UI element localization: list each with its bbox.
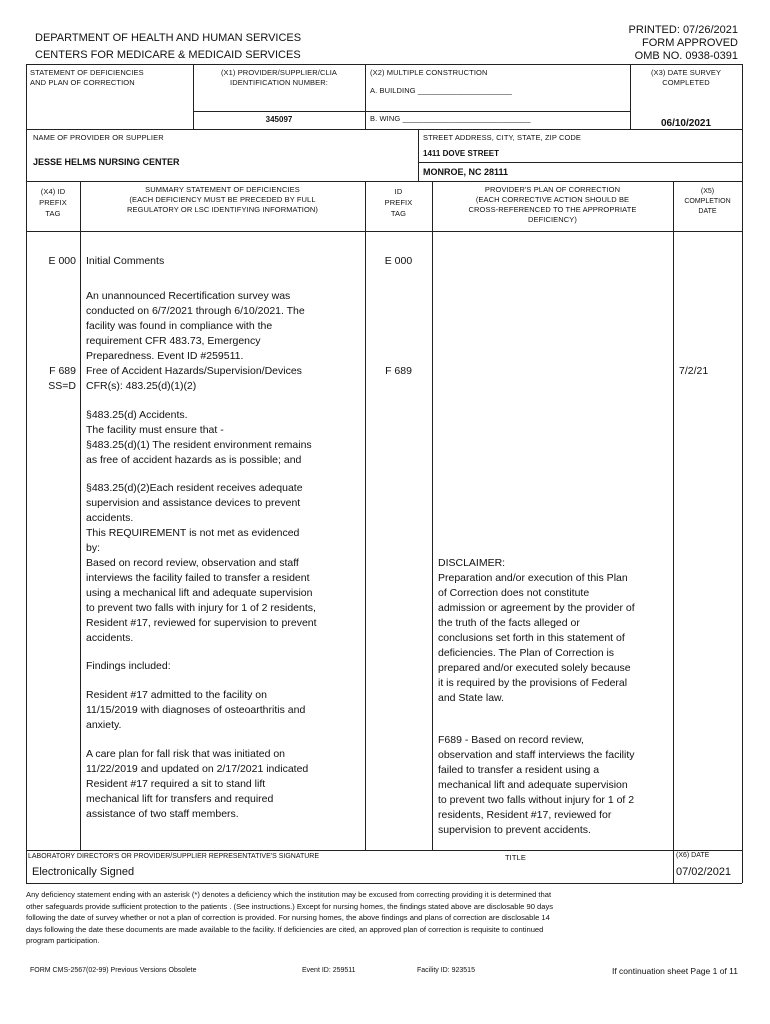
department-name: DEPARTMENT OF HEALTH AND HUMAN SERVICES — [35, 32, 302, 44]
x4-id-prefix-header: (X4) ID PREFIX TAG — [39, 187, 67, 218]
initial-comments-heading: Initial Comments — [86, 255, 165, 267]
divider — [418, 129, 419, 181]
id-prefix-header: ID PREFIX TAG — [384, 187, 413, 218]
frame-row-divider — [26, 231, 742, 232]
frame-row-divider — [26, 883, 742, 884]
tag-f689-left: F 689 — [49, 365, 76, 377]
completion-date-header: (X5) COMPLETION DATE — [684, 188, 731, 215]
divider — [365, 181, 366, 850]
resident-paragraph: Resident #17 admitted to the facility on 11/15/2019 with diagnoses of osteoarthritis and anxiety. — [86, 689, 306, 731]
provider-name-label: NAME OF PROVIDER OR SUPPLIER — [33, 133, 164, 142]
frame-row-divider — [26, 850, 742, 851]
frame-top-line — [26, 64, 742, 65]
signature-value: Electronically Signed — [32, 866, 135, 878]
careplan-paragraph: A care plan for fall risk that was initiated on 11/22/2019 and updated on 2/17/2021 indicated Resident #17 required a sit to stand lift mechanical lift for transfers and required assistance of two staff members. — [86, 748, 309, 820]
agency-name: CENTERS FOR MEDICARE & MEDICAID SERVICES — [35, 49, 301, 61]
frame-right-line — [742, 64, 743, 883]
provider-id-value: 345097 — [265, 115, 293, 124]
divider — [193, 111, 365, 112]
survey-date-label: (X3) DATE SURVEY COMPLETED — [650, 68, 722, 87]
title-label: TITLE — [505, 853, 526, 862]
tag-e000-right: E 000 — [384, 255, 413, 267]
signature-date-value: 07/02/2021 — [676, 866, 732, 878]
disclosure-notice: Any deficiency statement ending with an asterisk (*) denotes a deficiency which the institution may be excused from correcting providing it is determined that other safeguards provide sufficient protection to the patients . (See instructions.) Except for nursing homes, the findings stated above are disclosable 90 days following the date of survey whether or not a plan of correction is provided. For nursing homes, the above findings and plans of correction are disclosable 14 days following the date these documents are made available to the facility. If deficiencies are cited, an approved plan of correction is requisite to continued program participation. — [26, 890, 554, 945]
building-label: A. BUILDING ______________________ — [370, 86, 512, 95]
divider — [365, 111, 630, 112]
summary-statement-header: SUMMARY STATEMENT OF DEFICIENCIES (EACH DEFICIENCY MUST BE PRECEDED BY FULL REGULATORY OR LSC IDENTIFYING INFORMATION) — [126, 185, 319, 214]
accidents-paragraph: §483.25(d) Accidents. The facility must ensure that - §483.25(d)(1) The resident environment remains as free of accident hazards as is possible; and — [86, 409, 312, 466]
statement-of-deficiencies-label: STATEMENT OF DEFICIENCIES AND PLAN OF CORRECTION — [30, 68, 144, 87]
divider — [365, 64, 366, 129]
omb-number: OMB NO. 0938-0391 — [634, 50, 738, 62]
provider-id-label: (X1) PROVIDER/SUPPLIER/CLIA IDENTIFICATION NUMBER: — [220, 68, 338, 87]
divider — [673, 850, 674, 883]
plan-of-correction-header: PROVIDER'S PLAN OF CORRECTION (EACH CORRECTIVE ACTION SHOULD BE CROSS-REFERENCED TO THE APPROPRIATE DEFICIENCY) — [468, 185, 637, 224]
signature-date-label: (X6) DATE — [676, 852, 710, 859]
divider — [80, 181, 81, 850]
printed-date: PRINTED: 07/26/2021 — [628, 24, 738, 36]
address-label: STREET ADDRESS, CITY, STATE, ZIP CODE — [423, 133, 582, 142]
form-id: FORM CMS-2567(02-99) Previous Versions Obsolete — [30, 967, 197, 974]
divider — [673, 181, 674, 850]
frame-row-divider — [26, 129, 742, 130]
city-state-zip: MONROE, NC 28111 — [423, 167, 509, 177]
multiple-construction-label: (X2) MULTIPLE CONSTRUCTION — [370, 68, 488, 77]
provider-name-value: JESSE HELMS NURSING CENTER — [33, 157, 180, 167]
event-id: Event ID: 259511 — [302, 967, 356, 974]
tag-e000-left: E 000 — [48, 255, 76, 267]
form-approved: FORM APPROVED — [642, 37, 738, 49]
findings-heading: Findings included: — [86, 660, 171, 672]
divider — [432, 181, 433, 850]
page-number: If continuation sheet Page 1 of 11 — [611, 966, 738, 976]
facility-id: Facility ID: 923515 — [417, 967, 475, 974]
frame-row-divider — [26, 181, 742, 182]
signature-label: LABORATORY DIRECTOR'S OR PROVIDER/SUPPLIER REPRESENTATIVE'S SIGNATURE — [28, 853, 320, 860]
survey-paragraph: An unannounced Recertification survey was conducted on 6/7/2021 through 6/10/2021. The facility was found in compliance with the requirement CFR 483.73, Emergency Preparedness. Event ID #259511. — [86, 290, 305, 362]
plan-of-correction-paragraph: F689 - Based on record review, observation and staff interviews the facility failed to transfer a resident using a mechanical lift and adequate supervision to prevent two falls without injury for 1 of 2 residents, Resident #17, reviewed for supervision to prevent accidents. — [438, 734, 635, 836]
street-address: 1411 DOVE STREET — [423, 149, 500, 158]
disclaimer-paragraph: DISCLAIMER: Preparation and/or execution of this Plan of Correction does not constitute admission or agreement by the provider of the truth of the facts alleged or conclusions set forth in this statement of deficiencies. The Plan of Correction is prepared and/or executed solely because it is required by the provisions of Federal and State law. — [438, 557, 635, 704]
supervision-paragraph: §483.25(d)(2)Each resident receives adequate supervision and assistance devices to prevent accidents. This REQUIREMENT is not met as evidenced by: Based on record review, observation and staff interviews the facility failed to transfer a resident using a mechanical lift and adequate supervision to prevent two falls with injury for 1 of 2 residents, Resident #17, reviewed for supervision to prevent accidents. — [86, 482, 317, 644]
wing-label: B. WING ______________________________ — [370, 114, 531, 123]
survey-date-value: 06/10/2021 — [660, 118, 712, 129]
divider — [418, 162, 742, 163]
completion-date-value: 7/2/21 — [679, 365, 709, 377]
f689-title: Free of Accident Hazards/Supervision/Devices CFR(s): 483.25(d)(1)(2) — [86, 365, 302, 392]
scope-severity: SS=D — [48, 380, 76, 392]
tag-f689-right: F 689 — [385, 365, 412, 377]
